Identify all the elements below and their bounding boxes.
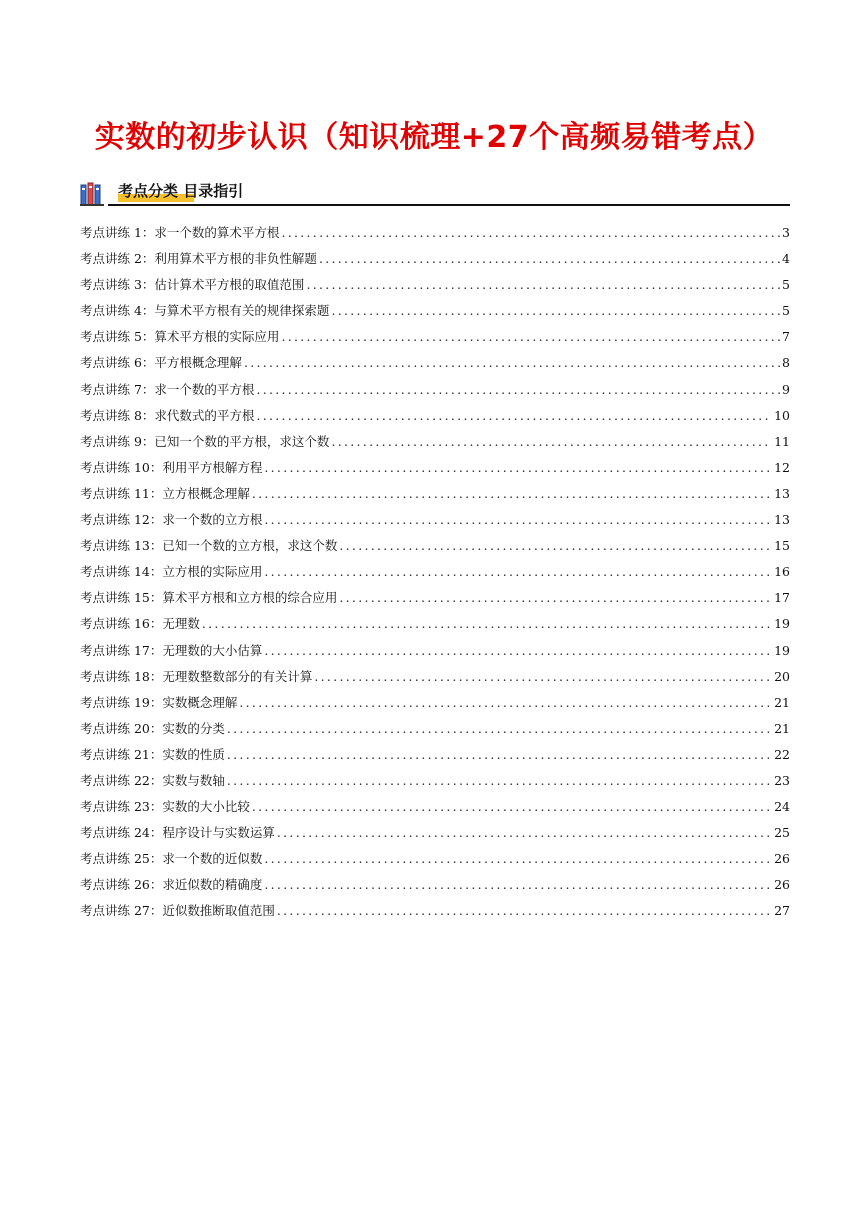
toc-entry[interactable] bbox=[80, 820, 790, 846]
toc-entry-page-number: 25 bbox=[774, 825, 790, 841]
toc-leader-dots bbox=[227, 716, 772, 742]
toc-leader-dots bbox=[306, 272, 780, 298]
toc-entry[interactable] bbox=[80, 272, 790, 298]
toc-entry[interactable] bbox=[80, 716, 790, 742]
toc-leader-dots bbox=[244, 350, 780, 376]
toc-entry[interactable] bbox=[80, 298, 790, 324]
toc-entry-page-number: 13 bbox=[774, 512, 790, 528]
toc-entry-page-number: 16 bbox=[774, 564, 790, 580]
toc-entry-label: 考点讲练 12：求一个数的立方根 bbox=[80, 512, 263, 528]
toc-entry[interactable] bbox=[80, 794, 790, 820]
toc-leader-dots bbox=[252, 794, 772, 820]
toc-leader-dots bbox=[264, 872, 772, 898]
toc-entry-page-number: 21 bbox=[774, 694, 790, 710]
toc-entry-page-number: 10 bbox=[774, 407, 790, 423]
toc-entry-label: 考点讲练 22：实数与数轴 bbox=[80, 772, 225, 788]
toc-entry[interactable] bbox=[80, 872, 790, 898]
toc-entry-page-number: 11 bbox=[774, 433, 790, 449]
toc-entry-label: 考点讲练 25：求一个数的近似数 bbox=[80, 851, 263, 867]
toc-entry-page-number: 15 bbox=[774, 538, 790, 554]
toc-entry-page-number: 5 bbox=[782, 277, 790, 293]
toc-entry[interactable] bbox=[80, 638, 790, 664]
toc-entry-page-number: 23 bbox=[774, 772, 790, 788]
toc-entry-label: 考点讲练 4：与算术平方根有关的规律探索题 bbox=[80, 303, 330, 319]
toc-entry-label: 考点讲练 7：求一个数的平方根 bbox=[80, 381, 255, 397]
toc-entry[interactable] bbox=[80, 559, 790, 585]
toc-entry[interactable] bbox=[80, 533, 790, 559]
toc-entry[interactable] bbox=[80, 429, 790, 455]
toc-entry[interactable] bbox=[80, 690, 790, 716]
toc-entry-label: 考点讲练 3：估计算术平方根的取值范围 bbox=[80, 277, 305, 293]
toc-leader-dots bbox=[227, 742, 772, 768]
toc-entry[interactable] bbox=[80, 585, 790, 611]
toc-leader-dots bbox=[314, 664, 772, 690]
toc-entry-page-number: 3 bbox=[782, 225, 790, 240]
toc-leader-dots bbox=[202, 611, 772, 637]
toc-leader-dots bbox=[239, 690, 772, 716]
toc-entry[interactable] bbox=[80, 846, 790, 872]
toc-entry-page-number: 27 bbox=[774, 903, 790, 919]
toc-leader-dots bbox=[339, 585, 772, 611]
toc-entry[interactable] bbox=[80, 768, 790, 794]
toc-entry-label: 考点讲练 9：已知一个数的平方根，求这个数 bbox=[80, 433, 330, 449]
toc-entry-label: 考点讲练 5：算术平方根的实际应用 bbox=[80, 329, 280, 345]
toc-entry-page-number: 13 bbox=[774, 485, 790, 501]
toc-leader-dots bbox=[264, 455, 772, 481]
table-of-contents bbox=[80, 220, 790, 925]
toc-leader-dots bbox=[227, 768, 772, 794]
toc-leader-dots bbox=[281, 324, 780, 350]
toc-leader-dots bbox=[264, 846, 772, 872]
toc-entry-label: 考点讲练 21：实数的性质 bbox=[80, 746, 225, 762]
toc-entry[interactable] bbox=[80, 377, 790, 403]
toc-leader-dots bbox=[256, 403, 772, 429]
toc-entry[interactable] bbox=[80, 481, 790, 507]
toc-entry-label: 考点讲练 16：无理数 bbox=[80, 616, 200, 632]
toc-entry-label: 考点讲练 2：利用算术平方根的非负性解题 bbox=[80, 251, 317, 267]
toc-entry-label: 考点讲练 18：无理数整数部分的有关计算 bbox=[80, 668, 313, 684]
toc-entry-page-number: 4 bbox=[782, 251, 790, 267]
toc-entry[interactable] bbox=[80, 246, 790, 272]
toc-entry-label: 考点讲练 10：利用平方根解方程 bbox=[80, 459, 263, 475]
toc-entry[interactable] bbox=[80, 403, 790, 429]
toc-entry-label: 考点讲练 19：实数概念理解 bbox=[80, 694, 238, 710]
toc-entry[interactable] bbox=[80, 455, 790, 481]
section-header bbox=[80, 178, 790, 208]
toc-leader-dots bbox=[331, 429, 772, 455]
toc-entry-label: 考点讲练 8：求代数式的平方根 bbox=[80, 407, 255, 423]
toc-leader-dots bbox=[339, 533, 772, 559]
toc-entry-page-number: 5 bbox=[782, 303, 790, 319]
toc-leader-dots bbox=[331, 298, 780, 324]
toc-entry[interactable] bbox=[80, 664, 790, 690]
toc-leader-dots bbox=[264, 559, 772, 585]
toc-entry-label: 考点讲练 13：已知一个数的立方根，求这个数 bbox=[80, 538, 338, 554]
toc-entry-page-number: 19 bbox=[774, 642, 790, 658]
toc-entry[interactable] bbox=[80, 324, 790, 350]
toc-entry-page-number: 24 bbox=[774, 799, 790, 815]
toc-entry-label: 考点讲练 24：程序设计与实数运算 bbox=[80, 825, 275, 841]
toc-entry-page-number: 12 bbox=[774, 459, 790, 475]
toc-entry-label: 考点讲练 27：近似数推断取值范围 bbox=[80, 903, 275, 919]
toc-leader-dots bbox=[256, 377, 780, 403]
toc-leader-dots bbox=[277, 898, 772, 924]
toc-leader-dots bbox=[264, 638, 772, 664]
toc-entry-label: 考点讲练 15：算术平方根和立方根的综合应用 bbox=[80, 590, 338, 606]
toc-entry[interactable] bbox=[80, 742, 790, 768]
toc-entry-label: 考点讲练 14：立方根的实际应用 bbox=[80, 564, 263, 580]
toc-entry[interactable] bbox=[80, 350, 790, 376]
toc-entry-label: 考点讲练 11：立方根概念理解 bbox=[80, 485, 250, 501]
toc-entry-page-number: 26 bbox=[774, 877, 790, 893]
toc-leader-dots bbox=[319, 246, 780, 272]
toc-entry[interactable] bbox=[80, 898, 790, 924]
section-label-text: 考点分类 目录指引 bbox=[118, 182, 244, 200]
toc-entry-page-number: 19 bbox=[774, 616, 790, 632]
toc-entry[interactable] bbox=[80, 611, 790, 637]
toc-entry[interactable] bbox=[80, 220, 790, 246]
toc-entry-page-number: 20 bbox=[774, 668, 790, 684]
toc-leader-dots bbox=[252, 481, 772, 507]
toc-leader-dots bbox=[281, 220, 780, 246]
books-icon bbox=[80, 180, 106, 206]
toc-entry-page-number: 8 bbox=[782, 355, 790, 371]
page-title: 实数的初步认识（知识梳理+27个高频易错考点） bbox=[94, 120, 774, 155]
toc-leader-dots bbox=[264, 507, 772, 533]
toc-entry-label: 考点讲练 17：无理数的大小估算 bbox=[80, 642, 263, 658]
toc-entry-page-number: 17 bbox=[774, 590, 790, 606]
toc-entry-label: 考点讲练 26：求近似数的精确度 bbox=[80, 877, 263, 893]
toc-entry[interactable] bbox=[80, 507, 790, 533]
toc-entry-label: 考点讲练 6：平方根概念理解 bbox=[80, 355, 242, 371]
toc-entry-page-number: 21 bbox=[774, 720, 790, 736]
toc-entry-page-number: 7 bbox=[782, 329, 790, 345]
section-divider bbox=[108, 204, 790, 206]
toc-entry-label: 考点讲练 20：实数的分类 bbox=[80, 720, 225, 736]
toc-entry-label: 考点讲练 23：实数的大小比较 bbox=[80, 799, 250, 815]
toc-entry-page-number: 22 bbox=[774, 746, 790, 762]
toc-entry-label: 考点讲练 1：求一个数的算术平方根 bbox=[80, 225, 280, 240]
toc-entry-page-number: 9 bbox=[782, 381, 790, 397]
section-label bbox=[118, 180, 243, 202]
toc-entry-page-number: 26 bbox=[774, 851, 790, 867]
toc-leader-dots bbox=[277, 820, 772, 846]
